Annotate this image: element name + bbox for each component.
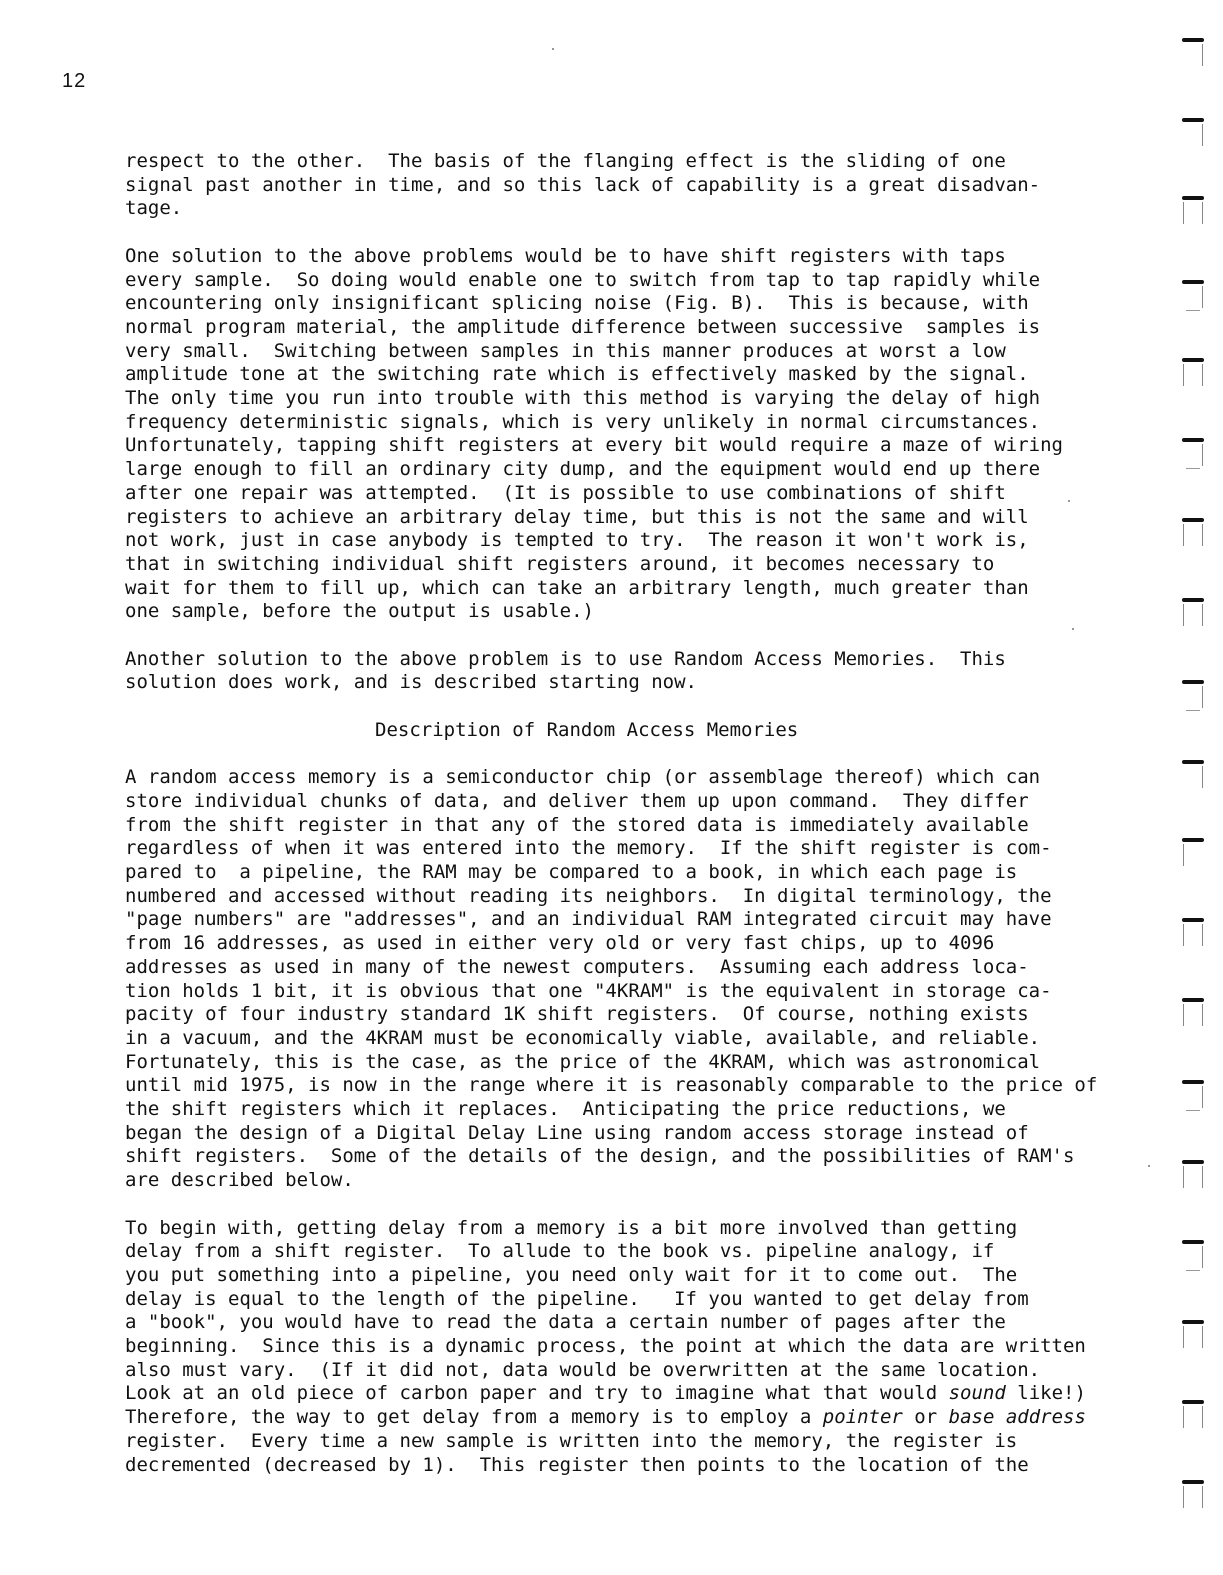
text-line: are described below. [125,1169,354,1192]
text-line: also must vary. (If it did not, data would be overwritten at the same location. [125,1358,1041,1381]
text-line: beginning. Since this is a dynamic process, the point at which the data are written [125,1335,1086,1358]
document-body [125,150,1145,1501]
text-line: a "book", you would have to read the data a certain number of pages after the [125,1311,1006,1334]
binding-marks [1176,0,1216,1575]
text-line: from the shift register in that any of the stored data is immediately available [125,813,1029,836]
binding-mark [1180,838,1206,870]
section-heading: Description of Random Access Memories [375,718,799,741]
binding-mark [1180,1400,1206,1432]
text-line: addresses as used in many of the newest computers. Assuming each address loca- [125,955,1029,978]
binding-mark [1180,1240,1206,1272]
paragraph-1 [125,150,1145,221]
binding-mark [1180,760,1206,792]
text-line: solution does work, and is described starting now. [125,671,697,694]
text-line: tage. [125,197,183,220]
text-line: A random access memory is a semiconductor chip (or assemblage thereof) which can [125,766,1041,789]
paragraph-2 [125,245,1145,624]
text-line: amplitude tone at the switching rate which is effectively masked by the signal. [125,363,1029,386]
text-line: began the design of a Digital Delay Line using random access storage instead of [125,1121,1029,1144]
text-line: until mid 1975, is now in the range where it is reasonably comparable to the price of [125,1074,1098,1097]
text-line [125,1382,1145,1406]
text-line: shift registers. Some of the details of the design, and the possibilities of RAM's [125,1145,1075,1168]
text-line: register. Every time a new sample is written into the memory, the register is [125,1429,1018,1452]
binding-mark [1180,518,1206,550]
page-number: 12 [62,70,87,92]
scan-speck [1068,500,1070,502]
binding-mark [1180,998,1206,1030]
text-line: large enough to fill an ordinary city dump, and the equipment would end up there [125,458,1041,481]
text-line: in a vacuum, and the 4KRAM must be economically viable, available, and reliable. [125,1026,1041,1049]
text-line: numbered and accessed without reading its neighbors. In digital terminology, the [125,884,1052,907]
text-line: Another solution to the above problem is to use Random Access Memories. This [125,647,1006,670]
text-line: normal program material, the amplitude difference between successive samples is [125,315,1041,338]
text-line: not work, just in case anybody is tempted to try. The reason it won't work is, [125,529,1029,552]
text-line: frequency deterministic signals, which is very unlikely in normal circumstances. [125,410,1041,433]
text-line: one sample, before the output is usable.) [125,600,594,623]
emphasis-sound: sound [948,1382,1006,1405]
text-line: decremented (decreased by 1). This register then points to the location of the [125,1453,1029,1476]
paragraph-5 [125,1217,1145,1478]
text-line [125,1406,1145,1430]
text-line: signal past another in time, and so this lack of capability is a great disadvan- [125,173,1041,196]
binding-mark [1180,1080,1206,1112]
text-fragment: like!) [1005,1382,1086,1405]
text-line: that in switching individual shift registers around, it becomes necessary to [125,552,995,575]
text-line: delay is equal to the length of the pipeline. If you wanted to get delay from [125,1287,1029,1310]
binding-mark [1180,358,1206,390]
binding-mark [1180,680,1206,712]
text-line: after one repair was attempted. (It is possible to use combinations of shift [125,481,1006,504]
scan-speck [1072,628,1074,630]
binding-mark [1180,38,1206,70]
text-line: To begin with, getting delay from a memory is a bit more involved than getting [125,1216,1018,1239]
scan-speck [552,48,554,50]
binding-mark [1180,598,1206,630]
paragraph-3 [125,648,1145,695]
binding-mark [1180,1160,1206,1192]
emphasis-pointer: pointer [822,1406,903,1429]
text-line: Unfortunately, tapping shift registers at every bit would require a maze of wiring [125,434,1063,457]
text-fragment: Look at an old piece of carbon paper and try to imagine what that would [125,1382,949,1405]
text-line: tion holds 1 bit, it is obvious that one "4KRAM" is the equivalent in storage ca- [125,979,1052,1002]
text-fragment: or [902,1406,949,1429]
text-line: The only time you run into trouble with this method is varying the delay of high [125,387,1041,410]
text-line: pacity of four industry standard 1K shift registers. Of course, nothing exists [125,1003,1029,1026]
text-line: respect to the other. The basis of the flanging effect is the sliding of one [125,150,1006,172]
binding-mark [1180,1480,1206,1512]
text-line: from 16 addresses, as used in either very old or very fast chips, up to 4096 [125,932,995,955]
text-fragment: Therefore, the way to get delay from a memory is to employ a [125,1406,823,1429]
binding-mark [1180,280,1206,312]
binding-mark [1180,196,1206,228]
text-line: the shift registers which it replaces. Anticipating the price reductions, we [125,1098,1006,1121]
text-line: delay from a shift register. To allude to the book vs. pipeline analogy, if [125,1240,995,1263]
binding-mark [1180,118,1206,150]
text-line: "page numbers" are "addresses", and an individual RAM integrated circuit may have [125,908,1052,931]
text-line: pared to a pipeline, the RAM may be compared to a book, in which each page is [125,861,1018,884]
text-line: regardless of when it was entered into the memory. If the shift register is com- [125,837,1052,860]
binding-mark [1180,1320,1206,1352]
emphasis-base-address: base address [948,1406,1086,1429]
text-line: encountering only insignificant splicing noise (Fig. B). This is because, with [125,292,1029,315]
text-line: store individual chunks of data, and deliver them up upon command. They differ [125,789,1029,812]
binding-mark [1180,438,1206,470]
text-line: every sample. So doing would enable one to switch from tap to tap rapidly while [125,268,1041,291]
text-line: wait for them to fill up, which can take an arbitrary length, much greater than [125,576,1029,599]
text-line: very small. Switching between samples in this manner produces at worst a low [125,339,1006,362]
text-line: Fortunately, this is the case, as the price of the 4KRAM, which was astronomical [125,1050,1041,1073]
text-line: registers to achieve an arbitrary delay time, but this is not the same and will [125,505,1029,528]
paragraph-4 [125,766,1145,1193]
text-line: you put something into a pipeline, you need only wait for it to come out. The [125,1263,1018,1286]
scan-speck [1148,1165,1150,1167]
text-line: One solution to the above problems would be to have shift registers with taps [125,244,1006,267]
binding-mark [1180,918,1206,950]
